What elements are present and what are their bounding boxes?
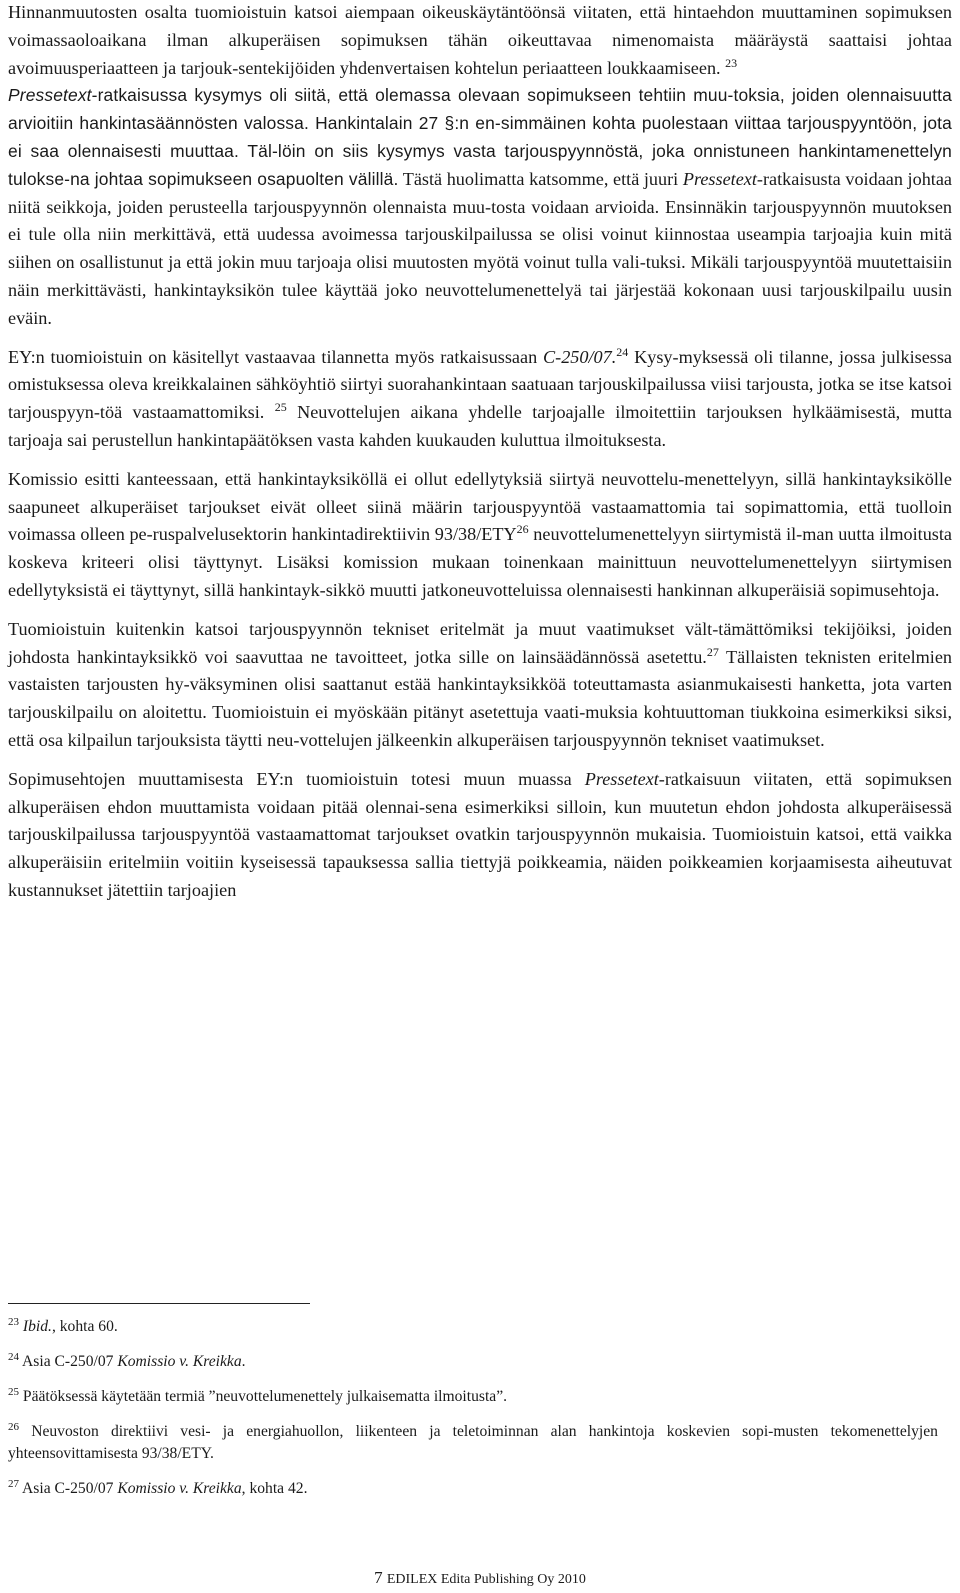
paragraph-text: -ratkaisusta voidaan johtaa niitä seikkoja, joiden perusteella tarjouspyynnön olennaista muu-tosta voidaan arvioida. Ensinnäkin tarjouspyynnön muutoksen ei tule olla niin merkittävä, että uudessa avoimessa tarjouskilpailussa se olisi voinut kiinnostaa useampia tarjoajia kuin mitä siihen on osallistunut ja että jokin muu tarjoaja olisi muutosten myötä voinut tulla vali-tuksi. Mikäli tarjouspyyntöä muutettaisiin näin merkittävästi, hankintayksikön tulee käyttää joko neuvottelumenettelyä tai järjestää kokonaan uusi tarjouskilpailu uusin eväin.	[8, 168, 952, 328]
paragraph-contract-terms	[8, 766, 952, 905]
footnote-27	[8, 1478, 938, 1500]
footnote-25	[8, 1386, 938, 1408]
footnote-ref-23[interactable]: 23	[725, 55, 738, 70]
case-name-pressetext: Pressetext	[8, 85, 92, 106]
footnote-ref-27[interactable]: 27	[706, 644, 719, 659]
footnote-text: Asia C-250/07	[22, 1353, 118, 1370]
paragraph-text: -ratkaisuun viitaten, että sopimuksen alkuperäisen ehdon muuttamista voidaan pitää olennai-sena esimerkiksi silloin, kun muutetun ehdon johdosta alkuperäisessä tarjouskilpailussa tarjouspyyntöä vastaamattomat tarjoukset ovatkin tarjouspyynnön mukaisia. Tuomioistuin katsoi, että vaikka alkuperäisiin eritelmiin voitiin kyseisessä tapauksessa sallia tiettyjä poikkeamia, näiden poikkeamien korjaamisesta aiheutuvat kustannukset jätettiin tarjoajien	[8, 768, 952, 900]
footnote-italic: Ibid.	[22, 1318, 52, 1335]
footnote-number: 24	[8, 1351, 19, 1363]
footnote-text: Asia C-250/07	[22, 1480, 118, 1497]
paragraph-text: Hinnanmuutosten osalta tuomioistuin katsoi aiempaan oikeuskäytäntöönsä viitaten, että hintaehdon muuttaminen sopimuksen voimassaoloaikana ilman alkuperäisen sopimuksen tähän oikeuttavaa nimenomaista määräystä saattaisi johtaa avoimuusperiaatteen ja tarjouk-sentekijöiden yhdenvertaisen kohtelun periaatteen loukkaamiseen.	[8, 2, 952, 78]
paragraph-text: Sopimusehtojen muuttamisesta EY:n tuomioistuin totesi muun muassa	[8, 768, 585, 789]
publisher-credit: EDILEX Edita Publishing Oy 2010	[386, 1572, 586, 1587]
footnote-24	[8, 1351, 938, 1373]
footnotes	[8, 1316, 938, 1513]
paragraph-text: Tällaisten teknisten eritelmien vastaisten tarjousten hy-väksyminen olisi saattanut estää hankintayksikköä toteuttamasta asianmukaisesti hanketta, jota varten tarjouskilpailu on aloitettu. Tuomioistuin ei myöskään pitänyt asetettuja vaati-muksia kohtuuttoman tiukkoina esimerkiksi siksi, että osa kilpailun tarjouksista täytti neu-vottelujen jälkeenkin alkuperäisen tarjouspyynnön tekniset vaatimukset.	[8, 646, 952, 750]
footnote-text-tail: .	[241, 1353, 246, 1370]
footnote-23	[8, 1316, 938, 1338]
footnote-number: 23	[8, 1316, 19, 1328]
footnote-italic: Komissio v. Kreikka	[117, 1353, 242, 1370]
paragraph-text: Komissio esitti kanteessaan, että hankintayksiköllä ei ollut edellytyksiä siirtyä neuvottelu-menettelyyn, sillä hankintayksikölle saapuneet alkuperäiset tarjoukset eivät olleet siinä määrin tarjouspyyntöä vastaamattomia tai sopimattomia, että tuolloin voimassa olleen pe-ruspalvelusektorin hankintadirektiivin 93/38/ETY	[8, 468, 952, 545]
paragraph-pressetext	[8, 82, 952, 332]
case-number: C-250/07.	[543, 346, 617, 367]
paragraph-text: Neuvottelujen aikana yhdelle tarjoajalle ilmoitettiin tarjouksen hylkäämisestä, mutta tarjoaja sai perustellun hankintapäätöksen vasta kahden kuukauden kuluttua ilmoituksesta.	[8, 402, 953, 450]
footnote-number: 25	[8, 1386, 19, 1398]
page-number: 7	[374, 1568, 383, 1587]
footnote-italic: Komissio v. Kreikka	[117, 1480, 242, 1497]
paragraph-text: -ratkaisussa kysymys oli siitä, että olemassa olevaan sopimukseen tehtiin muu-toksia, joiden olennaisuutta arvioitiin hankintasäännösten valossa. Hankintalain 27 §:n en-simmäinen kohta puolestaan viittaa tarjouspyyntöön, jota ei saa olennaisesti muuttaa. Täl-löin on siis kysymys vasta tarjouspyynnöstä, joka onnistuneen hankintamenettelyn tulokse-na johtaa sopimukseen osapuolten välillä.	[8, 85, 952, 189]
paragraph-text: Kysy-myksessä oli tilanne, jossa julkisessa omistuksessa oleva kreikkalainen sähköyhtiö siirtyi suorahankintaan saatuaan tarjouskilpailussa viisi tarjousta, jotka se itse katsoi tarjouspyyn-töä vastaamattomiksi.	[8, 346, 952, 423]
case-name-pressetext: Pressetext	[682, 168, 757, 189]
footnote-ref-25[interactable]: 25	[274, 400, 287, 415]
footnote-text: Päätöksessä käytetään termiä ”neuvottelumenettely julkaisematta ilmoitusta”.	[22, 1388, 508, 1405]
footnote-text: Neuvoston direktiivi vesi- ja energiahuollon, liikenteen ja teletoiminnan alan hankintoja koskevien sopi-musten tekomenettelyjen yhteensovittamisesta 93/38/ETY.	[8, 1423, 938, 1462]
case-name-pressetext: Pressetext	[584, 768, 659, 789]
footnote-ref-24[interactable]: 24	[616, 344, 629, 359]
footnote-number: 26	[8, 1421, 19, 1433]
paragraph-c250	[8, 344, 952, 455]
paragraph-price-changes	[8, 0, 952, 82]
footnote-number: 27	[8, 1478, 19, 1490]
footnote-text-tail: , kohta 42.	[241, 1480, 308, 1497]
document-page	[8, 0, 952, 905]
paragraph-commission	[8, 466, 952, 605]
page-footer	[0, 1568, 960, 1590]
footnote-ref-26[interactable]: 26	[516, 522, 529, 537]
footnote-26	[8, 1421, 938, 1465]
paragraph-text: neuvottelumenettelyyn siirtymistä il-man uutta ilmoitusta koskeva kriteeri olisi täyttynyt. Lisäksi komission mukaan toinenkaan mainittuun neuvottelumenettelyyn siirtymisen edellytyksistä ei täyttynyt, sillä hankintayk-sikkö muutti jatkoneuvotteluissa olennaisesti hankinnan alkuperäisiä sopimusehtoja.	[8, 524, 952, 600]
paragraph-text: Tuomioistuin kuitenkin katsoi tarjouspyynnön tekniset eritelmät ja muut vaatimukset vält-tämättömiksi tekijöiksi, joiden johdosta hankintayksikkö voi saavuttaa ne tavoitteet, jotka sille on lainsäädännössä asetettu.	[8, 618, 952, 667]
paragraph-text: EY:n tuomioistuin on käsitellyt vastaavaa tilannetta myös ratkaisussaan	[8, 346, 544, 367]
footnote-divider	[8, 1303, 310, 1304]
paragraph-court-technical	[8, 616, 952, 755]
footnote-text: , kohta 60.	[51, 1318, 118, 1335]
paragraph-text: Tästä huolimatta katsomme, että juuri	[398, 168, 683, 189]
